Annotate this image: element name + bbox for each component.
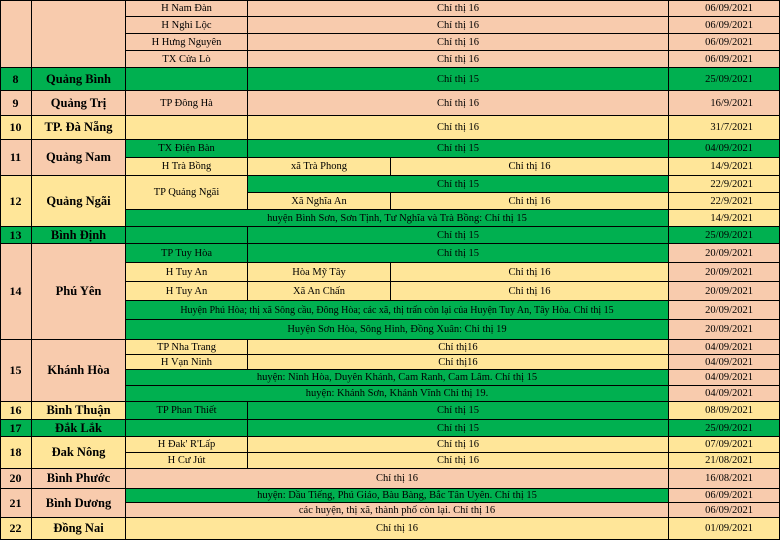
stt-cell: 10 [0,116,32,140]
directive-cell: Chỉ thị 15 [248,176,669,193]
note-cell: các huyện, thị xã, thành phố còn lại. Chỉ thị 16 [126,503,669,518]
directive-cell: Chỉ thị16 [248,340,669,355]
district-cell: H Tuy An [126,263,248,282]
note-cell: Huyện Sơn Hòa, Sông Hinh, Đồng Xuân: Chỉ thị 19 [126,320,669,340]
date-cell: 14/9/2021 [669,210,780,227]
directive-cell: Chỉ thị 16 [248,0,669,17]
date-cell: 06/09/2021 [669,503,780,518]
district-cell [126,68,248,91]
commune-cell: Xã Nghĩa An [248,193,391,210]
date-cell: 16/9/2021 [669,91,780,116]
note-cell: Huyện Phú Hòa; thị xã Sông cầu, Đông Hòa; các xã, thị trấn còn lại của Huyện Tuy An, Tây Hòa. Chỉ thị 15 [126,301,669,320]
stt-cell: 21 [0,489,32,518]
commune-cell: xã Trà Phong [248,158,391,176]
directive-cell: Chỉ thị 15 [248,68,669,91]
note-cell: huyện Bình Sơn, Sơn Tịnh, Tư Nghĩa và Trà Bồng: Chỉ thị 15 [126,210,669,227]
province-cell: TP. Đà Nẵng [32,116,126,140]
district-cell: H Nam Đàn [126,0,248,17]
stt-cell: 11 [0,140,32,176]
province-cell: Bình Thuận [32,402,126,420]
province-cell: Bình Phước [32,469,126,489]
province-cell: Quảng Bình [32,68,126,91]
date-cell: 16/08/2021 [669,469,780,489]
directive-cell: Chỉ thị 16 [391,263,669,282]
date-cell: 01/09/2021 [669,518,780,540]
directive-cell: Chỉ thị 16 [248,17,669,34]
date-cell: 25/09/2021 [669,227,780,244]
district-cell: H Đak' R'Lấp [126,437,248,453]
directive-cell: Chỉ thị 16 [248,34,669,51]
date-cell: 14/9/2021 [669,158,780,176]
date-cell: 04/09/2021 [669,386,780,402]
date-cell: 22/9/2021 [669,193,780,210]
commune-cell: Xã An Chấn [248,282,391,301]
province-cell: Quảng Ngãi [32,176,126,227]
date-cell: 20/09/2021 [669,282,780,301]
directive-cell: Chỉ thị 15 [248,402,669,420]
date-cell: 06/09/2021 [669,34,780,51]
date-cell: 31/7/2021 [669,116,780,140]
directive-cell: Chỉ thị 16 [391,282,669,301]
stt-cell: 14 [0,244,32,340]
date-cell: 21/08/2021 [669,453,780,469]
district-cell: H Hưng Nguyên [126,34,248,51]
province-cell: Đak Nông [32,437,126,469]
province-cell [32,0,126,68]
stt-cell: 12 [0,176,32,227]
stt-cell: 13 [0,227,32,244]
district-cell: TX Điện Bàn [126,140,248,158]
date-cell: 07/09/2021 [669,437,780,453]
date-cell: 20/09/2021 [669,301,780,320]
date-cell: 06/09/2021 [669,0,780,17]
district-cell: TP Đông Hà [126,91,248,116]
date-cell: 25/09/2021 [669,420,780,437]
district-cell: TP Quảng Ngãi [126,176,248,210]
district-cell: TP Phan Thiết [126,402,248,420]
province-cell: Khánh Hòa [32,340,126,402]
date-cell: 06/09/2021 [669,51,780,68]
province-cell: Đắk Lắk [32,420,126,437]
province-cell: Bình Định [32,227,126,244]
district-cell: H Trà Bồng [126,158,248,176]
note-cell: huyện: Dầu Tiếng, Phú Giáo, Bàu Bàng, Bắc Tân Uyên. Chỉ thị 15 [126,489,669,503]
province-cell: Bình Dương [32,489,126,518]
date-cell: 06/09/2021 [669,489,780,503]
date-cell: 04/09/2021 [669,355,780,370]
date-cell: 06/09/2021 [669,17,780,34]
province-cell: Quảng Nam [32,140,126,176]
date-cell: 04/09/2021 [669,370,780,386]
note-cell: huyện: Khánh Sơn, Khánh Vĩnh Chỉ thị 19. [126,386,669,402]
directive-cell: Chỉ thị16 [248,355,669,370]
date-cell: 08/09/2021 [669,402,780,420]
date-cell: 04/09/2021 [669,340,780,355]
commune-cell: Hòa Mỹ Tây [248,263,391,282]
district-cell [126,116,248,140]
directive-cell: Chỉ thị 16 [391,158,669,176]
stt-cell: 18 [0,437,32,469]
directive-cell: Chỉ thị 16 [248,437,669,453]
directive-cell: Chỉ thị 16 [248,116,669,140]
date-cell: 20/09/2021 [669,244,780,263]
stt-cell [0,0,32,68]
province-cell: Quảng Trị [32,91,126,116]
date-cell: 22/9/2021 [669,176,780,193]
directive-cell: Chỉ thị 16 [248,91,669,116]
stt-cell: 22 [0,518,32,540]
stt-cell: 15 [0,340,32,402]
directive-cell: Chỉ thị 15 [248,420,669,437]
note-cell: huyện: Ninh Hòa, Duyên Khánh, Cam Ranh, Cam Lâm. Chỉ thị 15 [126,370,669,386]
date-cell: 20/09/2021 [669,263,780,282]
district-cell: H Cư Jút [126,453,248,469]
date-cell: 04/09/2021 [669,140,780,158]
district-cell: H Vạn Ninh [126,355,248,370]
district-cell: TX Cửa Lò [126,51,248,68]
district-cell [126,420,248,437]
directive-cell: Chỉ thị 15 [248,140,669,158]
stt-cell: 8 [0,68,32,91]
directive-cell: Chỉ thị 16 [126,469,669,489]
directive-cell: Chỉ thị 15 [248,227,669,244]
directive-cell: Chỉ thị 16 [391,193,669,210]
directive-cell: Chỉ thị 16 [248,453,669,469]
district-cell: H Tuy An [126,282,248,301]
district-cell: TP Nha Trang [126,340,248,355]
stt-cell: 16 [0,402,32,420]
province-cell: Đồng Nai [32,518,126,540]
stt-cell: 17 [0,420,32,437]
directive-cell: Chỉ thị 16 [248,51,669,68]
directive-cell: Chỉ thị 16 [126,518,669,540]
province-cell: Phú Yên [32,244,126,340]
stt-cell: 20 [0,469,32,489]
district-cell [126,227,248,244]
district-cell: H Nghi Lộc [126,17,248,34]
date-cell: 25/09/2021 [669,68,780,91]
stt-cell: 9 [0,91,32,116]
date-cell: 20/09/2021 [669,320,780,340]
district-cell: TP Tuy Hòa [126,244,248,263]
directive-cell: Chỉ thị 15 [248,244,669,263]
